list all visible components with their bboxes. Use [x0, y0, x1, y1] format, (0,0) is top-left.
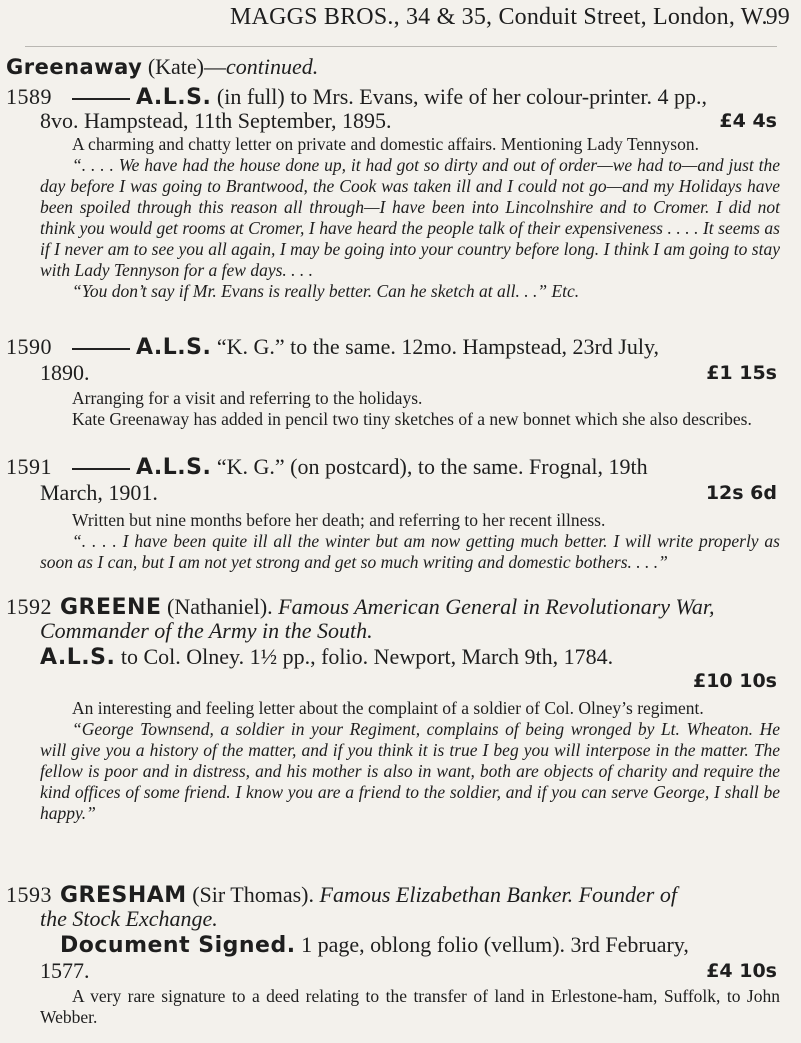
item-desc: “K. G.” to the same. 12mo. Hampstead, 23rd July,: [216, 334, 660, 359]
item-author-rest: (Nathaniel).: [167, 594, 273, 619]
item-type: A.L.S.: [136, 335, 212, 360]
item-price: £1 15s: [706, 362, 777, 384]
item-desc: (in full) to Mrs. Evans, wife of her colour-printer. 4 pp.,: [216, 84, 708, 109]
item-type: Document Signed.: [60, 933, 296, 958]
item-price: £4 10s: [706, 960, 777, 982]
item-note: An interesting and feeling letter about the complaint of a soldier of Col. Olney’s regiment.: [72, 698, 704, 718]
item-quote-2: “You don’t say if Mr. Evans is really better. Can he sketch at all. . .” Etc.: [72, 281, 580, 301]
item-desc-line: [72, 84, 707, 110]
item-author-name: GREENE: [60, 595, 162, 620]
item-note-2: Kate Greenaway has added in pencil two tiny sketches of a new bonnet which she also describes.: [72, 409, 752, 429]
continued-label: continued.: [226, 54, 319, 79]
item-desc: 1 page, oblong folio (vellum). 3rd February,: [301, 932, 689, 957]
item-heading: [60, 882, 677, 908]
item-desc-line: [72, 334, 659, 360]
item-quote: “. . . . We have had the house done up, it had got so dirty and out of order—we had to—and just the day before I was going to Brantwood, the Cook was taken ill and I could not go—and my Holidays have been spoiled through this reason all through—I have been into Lincolnshire and to Cromer. I did not think you would get rooms at Cromer, I have heard the people talk of their expensiveness . . . . It seems as if I never am to see you all again, I may be going into your country before long. I think I am going to stay with Lady Tennyson for a few days. . . .: [40, 155, 780, 280]
ditto-dash: [72, 98, 130, 100]
item-body: [40, 134, 780, 302]
item-number: 1592: [6, 594, 52, 619]
item-desc-line2: 1890.: [40, 360, 90, 385]
header-rule: [25, 46, 777, 47]
item-type: A.L.S.: [136, 455, 212, 480]
item-desc: to Col. Olney. 1½ pp., folio. Newport, March 9th, 1784.: [120, 644, 614, 669]
item-note: Written but nine months before her death; and referring to her recent illness.: [72, 510, 606, 530]
item-epithet-2: the Stock Exchange.: [40, 906, 218, 931]
item-body: [40, 698, 780, 824]
item-number: 1589: [6, 84, 52, 109]
item-note: A charming and chatty letter on private and domestic affairs. Mentioning Lady Tennyson.: [72, 134, 699, 154]
author-name: Greenaway: [6, 55, 143, 79]
item-number: 1591: [6, 454, 52, 479]
item-epithet: Famous Elizabethan Banker. Founder of: [319, 882, 677, 907]
item-type: A.L.S.: [136, 85, 212, 110]
author-heading: [6, 54, 318, 80]
page-number: 99: [765, 4, 790, 30]
item-number: 1593: [6, 882, 52, 907]
item-desc: “K. G.” (on postcard), to the same. Frognal, 19th: [216, 454, 648, 479]
item-desc-line2: 1577.: [40, 958, 90, 983]
item-body: [40, 510, 780, 573]
item-price: £4 4s: [719, 110, 777, 132]
ditto-dash: [72, 468, 130, 470]
item-quote: “George Townsend, a soldier in your Regiment, complains of being wronged by Lt. Wheaton. He will give you a history of the matter, and if you think it is true I beg you will interpose in the matter. The fellow is poor and in distress, and his mother is also in want, both are objects of charity and require the kind offices of some friend. I know you are a friend to the soldier, and if you can serve George, I shall be happy.”: [40, 719, 780, 823]
item-note: Arranging for a visit and referring to the holidays.: [72, 388, 423, 408]
item-price: £10 10s: [692, 670, 777, 692]
item-desc-line: [40, 644, 613, 670]
item-desc-line2: March, 1901.: [40, 480, 158, 505]
item-author-name: GRESHAM: [60, 883, 187, 908]
item-note: A very rare signature to a deed relating to the transfer of land in Erlestone-ham, Suffolk, to John Webber.: [40, 986, 780, 1027]
item-number: 1590: [6, 334, 52, 359]
ditto-dash: [72, 348, 130, 350]
item-heading: [60, 594, 714, 620]
item-type: A.L.S.: [40, 645, 116, 670]
item-quote: “. . . . I have been quite ill all the winter but am now getting much better. I will write properly as soon as I can, but I am not yet strong and get so much writing and domestic bothers. . . .”: [40, 531, 780, 572]
item-price: 12s 6d: [705, 482, 777, 504]
publisher-line: MAGGS BROS., 34 & 35, Conduit Street, London, W.: [230, 4, 768, 30]
item-body: [40, 986, 780, 1028]
item-epithet: Famous American General in Revolutionary War,: [278, 594, 715, 619]
item-desc-line2: 8vo. Hampstead, 11th September, 1895.: [40, 108, 392, 133]
page-header: [230, 4, 790, 31]
item-desc-line: [72, 454, 648, 480]
item-body: [40, 388, 780, 430]
item-author-rest: (Sir Thomas).: [192, 882, 315, 907]
item-epithet-2: Commander of the Army in the South.: [40, 618, 373, 643]
item-desc-line: [60, 932, 689, 958]
author-subtitle: (Kate)—: [147, 54, 227, 79]
